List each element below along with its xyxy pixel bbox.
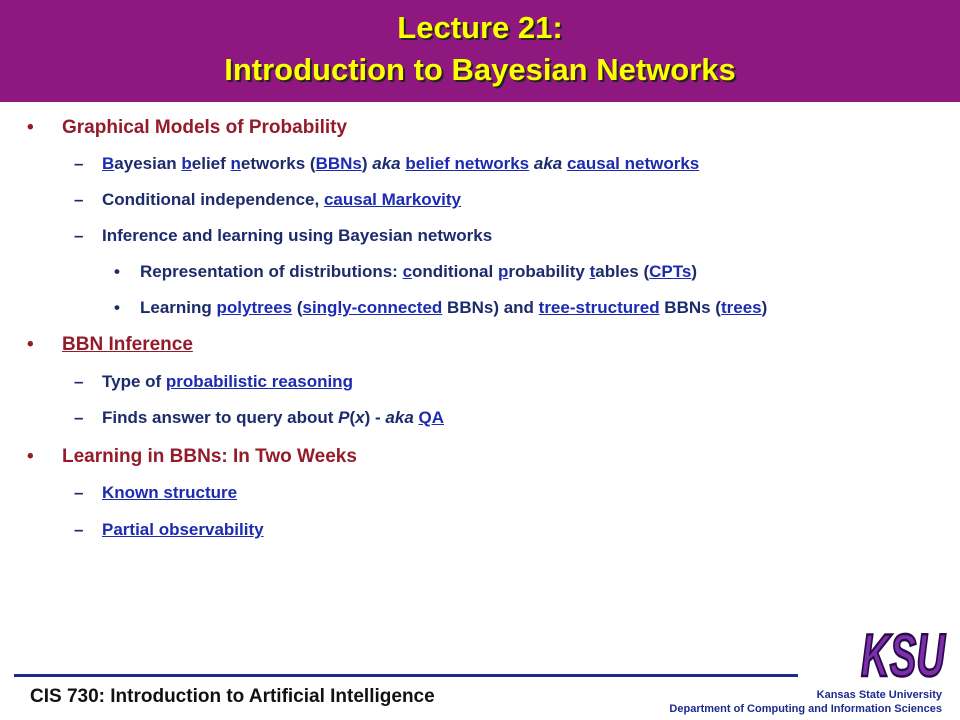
ksu-logo-icon [858,614,948,689]
course-title: CIS 730: Introduction to Artificial Intelligence [30,686,435,707]
hyperlink[interactable]: t [589,262,596,281]
hyperlink[interactable]: CPTs [649,262,692,281]
title-bar [0,0,960,102]
text-run: elief [191,154,231,173]
bullet-level-1 [27,117,347,139]
university-name: Kansas State University [816,689,942,701]
bullet-marker: • [114,262,120,281]
hyperlink[interactable]: trees [720,298,762,317]
bullet-level-2 [74,483,237,503]
text-run: aka [533,154,563,173]
bullet-marker: • [27,117,34,138]
text-run: Conditional independence, [102,190,324,209]
text-run: Type of [102,372,166,391]
text-run: BBNs ( [659,298,721,317]
hyperlink[interactable]: polytrees [216,298,293,317]
text-run: Learning [140,298,217,317]
hyperlink[interactable]: b [181,154,192,173]
text-run: BBNs) and [442,298,539,317]
hyperlink[interactable]: Known structure [102,483,238,502]
hyperlink[interactable]: c [402,262,413,281]
text-run: Graphical Models of Probability [62,117,348,138]
hyperlink[interactable]: probabilistic reasoning [165,372,353,391]
hyperlink[interactable]: tree-structured [538,298,660,317]
logo-lettering: KSU [861,622,947,689]
bullet-level-2 [74,190,461,210]
bullet-level-2 [74,226,492,246]
footer-divider [14,674,798,677]
text-run: ) - [364,408,386,427]
text-run: Inference and learning using Bayesian networks [102,226,493,245]
bullet-level-1 [27,334,193,356]
hyperlink[interactable]: causal Markovity [323,190,461,209]
text-run: robability [508,262,590,281]
text-run: Representation of distributions: [140,262,403,281]
text-run: P [338,408,350,427]
text-run: ayesian [114,154,182,173]
hyperlink[interactable]: n [230,154,241,173]
text-run: Finds answer to query about [102,408,339,427]
dash-marker: – [74,483,84,502]
dash-marker: – [74,372,84,391]
hyperlink[interactable]: BBN Inference [62,334,193,355]
text-run: aka [385,408,414,427]
hyperlink[interactable]: BBNs [315,154,362,173]
dash-marker: – [74,408,84,427]
bullet-marker: • [27,334,34,355]
text-run: Learning in BBNs: In Two Weeks [62,446,357,467]
bullet-level-2 [74,372,353,392]
hyperlink[interactable]: QA [418,408,445,427]
hyperlink[interactable]: causal networks [566,154,700,173]
text-run: x [355,408,365,427]
bullet-level-3 [114,298,767,318]
text-run: ) [691,262,697,281]
text-run: ) [761,298,768,317]
text-run: ( [292,298,303,317]
text-run: etworks ( [240,154,316,173]
text-run: ables ( [595,262,650,281]
hyperlink[interactable]: belief networks [405,154,530,173]
bullet-level-2 [74,154,699,174]
bullet-level-2 [74,408,444,428]
bullet-marker: • [114,298,120,317]
dash-marker: – [74,190,84,209]
text-run: ) [361,154,373,173]
dash-marker: – [74,226,84,245]
slide-title-line-1: Lecture 21: [397,10,563,45]
hyperlink[interactable]: B [102,154,115,173]
text-run: ( [349,408,356,427]
hyperlink[interactable]: Partial observability [102,520,264,539]
hyperlink[interactable]: singly-connected [302,298,443,317]
dash-marker: – [74,154,84,173]
department-name: Department of Computing and Information Sciences [669,703,942,715]
hyperlink[interactable]: p [497,262,509,281]
bullet-level-2 [74,520,264,540]
bullet-level-1 [27,446,357,468]
slide-title-line-2: Introduction to Bayesian Networks [224,52,736,87]
dash-marker: – [74,520,84,539]
text-run: aka [372,154,401,173]
bullet-marker: • [27,446,34,467]
bullet-level-3 [114,262,697,282]
text-run: onditional [412,262,498,281]
